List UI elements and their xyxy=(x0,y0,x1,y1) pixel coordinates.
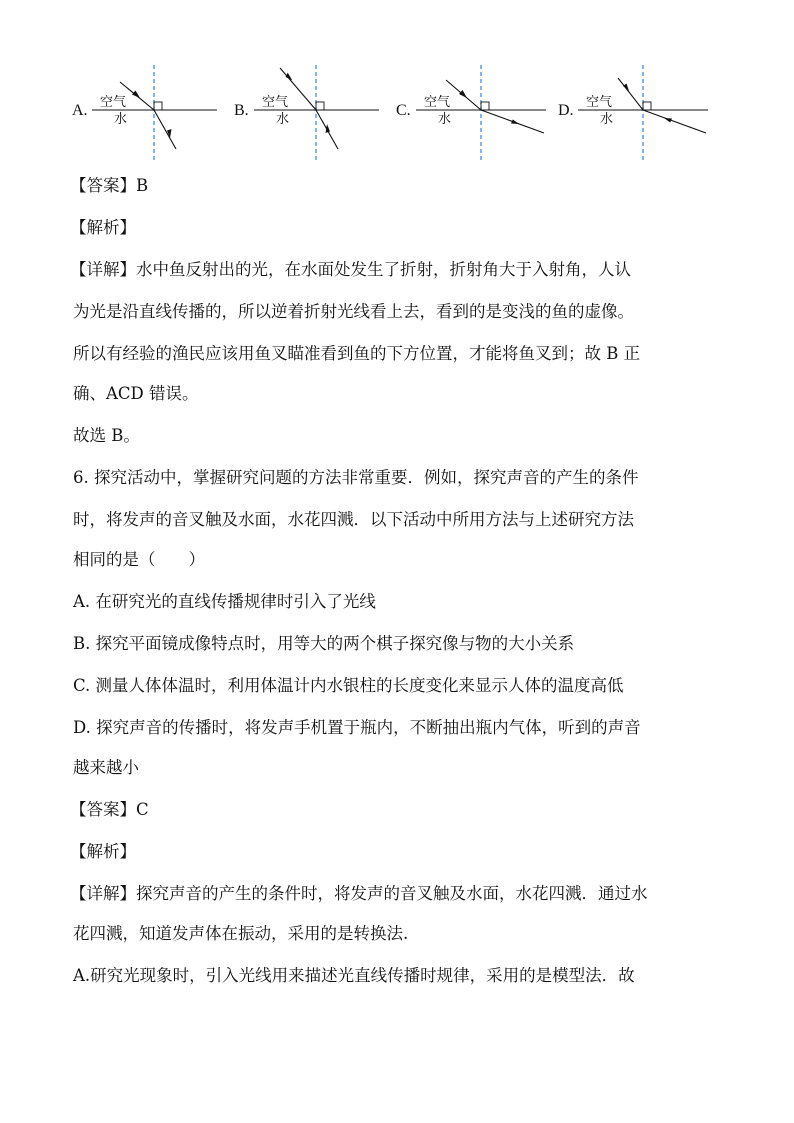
q5-conclusion: 故选 B。 xyxy=(73,426,140,445)
right-angle-mark xyxy=(154,102,162,110)
water-label: 水 xyxy=(276,112,290,127)
arrow-icon xyxy=(132,91,140,99)
air-label: 空气 xyxy=(100,95,127,110)
q6-stem-line-1: 6. 探究活动中，掌握研究问题的方法非常重要．例如，探究声音的产生的条件 xyxy=(73,468,639,487)
option-c-refraction-svg xyxy=(416,60,556,165)
refracted-ray xyxy=(154,110,176,149)
q6-analysis-heading: 【解析】 xyxy=(70,842,136,861)
right-angle-mark xyxy=(316,102,324,110)
q6-option-c: C. 测量人体体温时，利用体温计内水银柱的长度变化来显示人体的温度高低 xyxy=(73,676,624,695)
right-angle-mark xyxy=(481,102,489,110)
option-a-diagram xyxy=(72,60,232,170)
q5-answer: 【答案】B xyxy=(70,176,149,195)
incident-ray xyxy=(643,110,706,133)
water-label: 水 xyxy=(114,112,128,127)
q6-detail-line-1: 【详解】探究声音的产生的条件时，将发声的音叉触及水面，水花四溅．通过水 xyxy=(70,884,648,903)
q6-option-d-line-2: 越来越小 xyxy=(73,758,139,777)
option-c-label: C. xyxy=(396,102,411,119)
q6-detail-line-2: 花四溅，知道发声体在振动，采用的是转换法. xyxy=(73,924,409,943)
arrow-icon xyxy=(664,118,672,123)
option-d-refraction-svg xyxy=(578,60,718,165)
q6-a-explanation: A.研究光现象时，引入光线用来描述光直线传播时规律，采用的是模型法．故 xyxy=(73,966,635,985)
q6-stem-line-3: 相同的是（ ） xyxy=(73,550,205,569)
q5-detail-line-3: 所以有经验的渔民应该用鱼叉瞄准看到鱼的下方位置，才能将鱼叉到；故 B 正 xyxy=(73,344,641,363)
arrow-icon xyxy=(511,120,519,125)
right-angle-mark xyxy=(643,102,651,110)
option-b-diagram xyxy=(234,60,394,170)
refracted-ray xyxy=(618,78,643,110)
air-label: 空气 xyxy=(424,95,451,110)
option-d-label: D. xyxy=(558,102,574,119)
air-label: 空气 xyxy=(262,95,289,110)
refraction-options-row xyxy=(0,60,794,170)
option-b-refraction-svg xyxy=(254,60,394,165)
q5-detail-line-1: 【详解】水中鱼反射出的光，在水面处发生了折射，折射角大于入射角，人认 xyxy=(70,260,631,279)
q6-answer: 【答案】C xyxy=(70,800,149,819)
q5-detail-line-4: 确、ACD 错误。 xyxy=(73,384,199,403)
option-c-diagram xyxy=(396,60,556,170)
arrow-icon xyxy=(459,90,467,98)
q6-option-a: A. 在研究光的直线传播规律时引入了光线 xyxy=(73,592,376,611)
q6-stem-line-2: 时，将发声的音叉触及水面，水花四溅．以下活动中所用方法与上述研究方法 xyxy=(73,510,634,529)
q5-detail-line-2: 为光是沿直线传播的，所以逆着折射光线看上去，看到的是变浅的鱼的虚像。 xyxy=(73,302,634,321)
q6-option-d-line-1: D. 探究声音的传播时，将发声手机置于瓶内，不断抽出瓶内气体，听到的声音 xyxy=(73,718,641,737)
arrow-icon xyxy=(623,84,629,92)
q5-analysis-heading: 【解析】 xyxy=(70,218,136,237)
air-label: 空气 xyxy=(586,95,613,110)
option-a-refraction-svg xyxy=(92,60,232,165)
water-label: 水 xyxy=(438,112,452,127)
option-d-diagram xyxy=(558,60,718,170)
option-a-label: A. xyxy=(72,102,88,119)
q6-option-b: B. 探究平面镜成像特点时，用等大的两个棋子探究像与物的大小关系 xyxy=(73,634,575,653)
option-b-label: B. xyxy=(234,102,249,119)
water-label: 水 xyxy=(600,112,614,127)
